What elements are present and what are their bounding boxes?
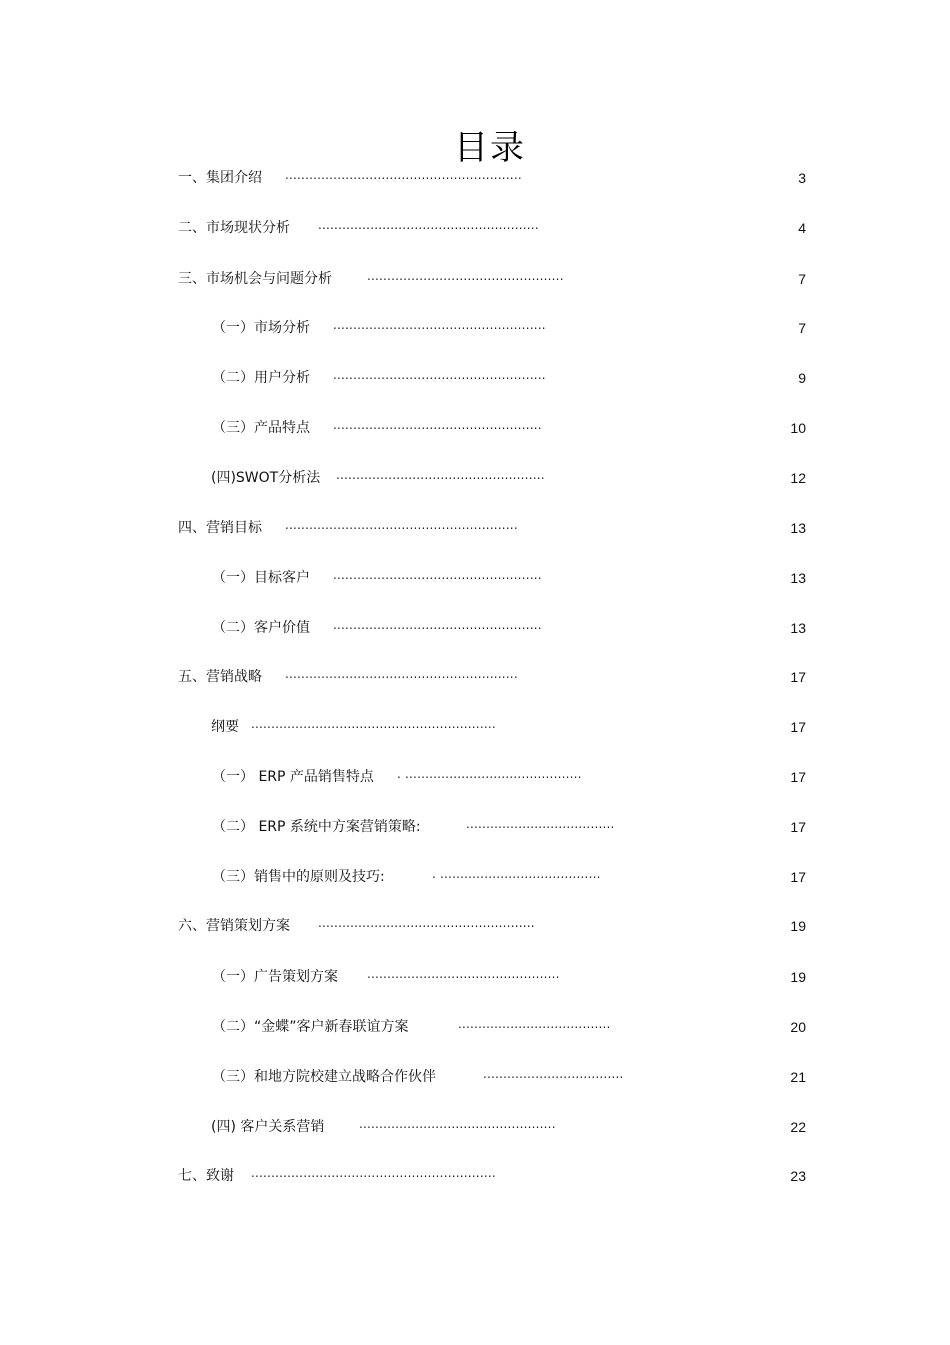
toc-entry bbox=[0, 616, 950, 640]
toc-leader-dots: .......................................................... bbox=[285, 667, 518, 681]
toc-page-number: 13 bbox=[790, 620, 806, 636]
toc-leader-dots: ................................... bbox=[483, 1067, 624, 1081]
toc-entry bbox=[0, 665, 950, 689]
toc-entry bbox=[0, 1164, 950, 1188]
toc-leader-dots: ................................................. bbox=[367, 269, 564, 283]
toc-entry bbox=[0, 1015, 950, 1039]
toc-entry bbox=[0, 914, 950, 938]
toc-page-number: 17 bbox=[790, 669, 806, 685]
toc-leader-dots: . ............................................ bbox=[397, 767, 582, 781]
toc-entry-label: (四)SWOT分析法 bbox=[211, 470, 321, 486]
toc-leader-dots: ...................................... bbox=[458, 1017, 611, 1031]
toc-leader-dots: ....................................................... bbox=[318, 218, 539, 232]
toc-leader-dots: ........................................................... bbox=[285, 168, 522, 182]
toc-page-number: 19 bbox=[790, 918, 806, 934]
toc-entry bbox=[0, 965, 950, 989]
toc-page-number: 7 bbox=[798, 271, 806, 287]
toc-entry bbox=[0, 416, 950, 440]
toc-entry bbox=[0, 466, 950, 490]
toc-entry-label: （二） ERP 系统中方案营销策略: bbox=[212, 819, 421, 835]
toc-leader-dots: ............................................................. bbox=[251, 1166, 496, 1180]
toc-leader-dots: ................................................ bbox=[367, 967, 560, 981]
toc-page-number: 23 bbox=[790, 1168, 806, 1184]
toc-leader-dots: ............................................................. bbox=[251, 717, 496, 731]
toc-page-number: 12 bbox=[790, 470, 806, 486]
toc-page-number: 17 bbox=[790, 769, 806, 785]
toc-page-number: 17 bbox=[790, 719, 806, 735]
toc-leader-dots: .......................................................... bbox=[285, 518, 518, 532]
toc-leader-dots: .................................................... bbox=[333, 618, 542, 632]
toc-leader-dots: .................................................... bbox=[333, 568, 542, 582]
toc-entry-label: （三）和地方院校建立战略合作伙伴 bbox=[212, 1069, 436, 1085]
toc-leader-dots: ..................................... bbox=[466, 817, 615, 831]
toc-entry bbox=[0, 316, 950, 340]
toc-page-number: 13 bbox=[790, 520, 806, 536]
toc-entry bbox=[0, 267, 950, 291]
toc-entry bbox=[0, 1115, 950, 1139]
toc-page-number: 9 bbox=[798, 370, 806, 386]
toc-entry-label: （三）产品特点 bbox=[212, 420, 310, 436]
toc-page-number: 22 bbox=[790, 1119, 806, 1135]
toc-entry-label: 四、营销目标 bbox=[178, 520, 262, 536]
toc-page-number: 4 bbox=[798, 220, 806, 236]
toc-entry-label: 三、市场机会与问题分析 bbox=[178, 271, 332, 287]
toc-entry-label: 一、集团介绍 bbox=[178, 170, 262, 186]
toc-leader-dots: .................................................... bbox=[336, 468, 545, 482]
toc-entry-label: （一）市场分析 bbox=[212, 320, 310, 336]
page-title: 目录 bbox=[454, 128, 526, 168]
toc-entry bbox=[0, 1065, 950, 1089]
toc-entry bbox=[0, 765, 950, 789]
toc-leader-dots: .................................................... bbox=[333, 418, 542, 432]
toc-entry-label: （一） ERP 产品销售特点 bbox=[212, 769, 374, 785]
toc-entry bbox=[0, 815, 950, 839]
toc-entry-label: 六、营销策划方案 bbox=[178, 918, 290, 934]
toc-entry bbox=[0, 516, 950, 540]
toc-entry bbox=[0, 366, 950, 390]
toc-page-number: 17 bbox=[790, 819, 806, 835]
toc-entry-label: （一）广告策划方案 bbox=[212, 969, 338, 985]
toc-entry bbox=[0, 166, 950, 190]
toc-entry-label: （二）客户价值 bbox=[212, 620, 310, 636]
toc-page-number: 17 bbox=[790, 869, 806, 885]
toc-entry-label: （二）用户分析 bbox=[212, 370, 310, 386]
toc-leader-dots: ...................................................... bbox=[318, 916, 535, 930]
toc-entry bbox=[0, 865, 950, 889]
toc-entry-label: 纲要 bbox=[211, 719, 239, 735]
toc-entry-label: (四) 客户关系营销 bbox=[211, 1119, 325, 1135]
toc-entry bbox=[0, 715, 950, 739]
toc-page-number: 19 bbox=[790, 969, 806, 985]
toc-page-number: 10 bbox=[790, 420, 806, 436]
toc-entry bbox=[0, 566, 950, 590]
toc-page-number: 13 bbox=[790, 570, 806, 586]
toc-leader-dots: ..................................................... bbox=[333, 318, 546, 332]
toc-entry-label: （二）“金蝶”客户新春联谊方案 bbox=[212, 1019, 409, 1035]
toc-leader-dots: . ........................................ bbox=[432, 867, 601, 881]
toc-page-number: 20 bbox=[790, 1019, 806, 1035]
toc-entry-label: （三）销售中的原则及技巧: bbox=[212, 869, 385, 885]
toc-entry-label: 二、市场现状分析 bbox=[178, 220, 290, 236]
toc-entry bbox=[0, 216, 950, 240]
toc-entry-label: 五、营销战略 bbox=[178, 669, 262, 685]
toc-page-number: 21 bbox=[790, 1069, 806, 1085]
toc-entry-label: （一）目标客户 bbox=[212, 570, 310, 586]
toc-page-number: 3 bbox=[798, 170, 806, 186]
toc-leader-dots: ..................................................... bbox=[333, 368, 546, 382]
toc-page-number: 7 bbox=[798, 320, 806, 336]
toc-entry-label: 七、致谢 bbox=[178, 1168, 234, 1184]
toc-leader-dots: ................................................. bbox=[359, 1117, 556, 1131]
